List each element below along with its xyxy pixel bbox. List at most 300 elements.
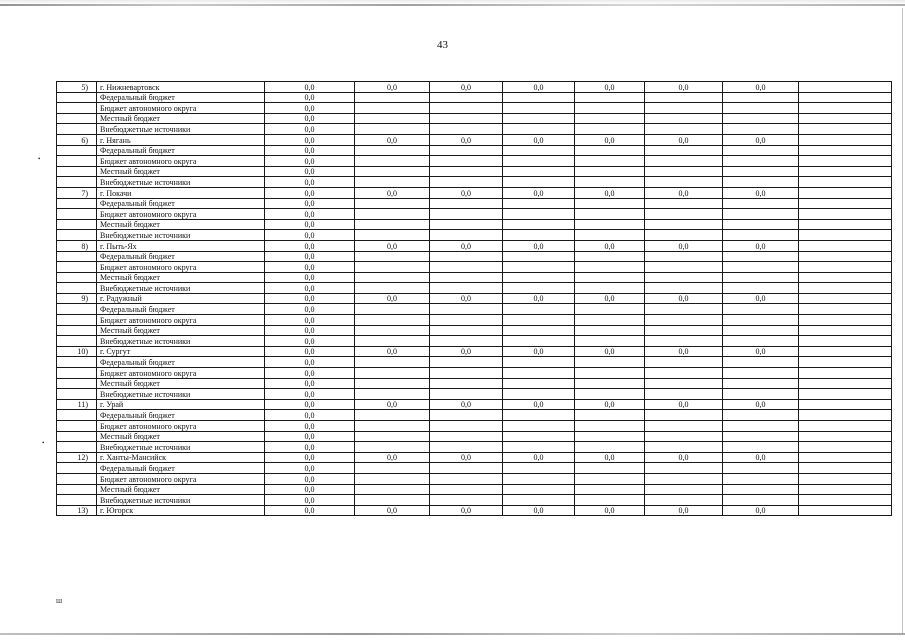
row-number-cell (57, 389, 97, 400)
empty-cell (575, 463, 645, 474)
value-cell: 0,0 (265, 166, 355, 177)
row-number-cell (57, 336, 97, 347)
budget-table (56, 81, 892, 516)
empty-cell (355, 156, 430, 167)
row-number-cell (57, 410, 97, 421)
empty-cell (799, 177, 892, 188)
table-row-funding-source (57, 124, 892, 135)
table-row-funding-source (57, 389, 892, 400)
empty-cell (503, 315, 575, 326)
value-cell: 0,0 (430, 293, 503, 304)
page-number: 43 (437, 39, 448, 51)
empty-cell (575, 336, 645, 347)
table-row-funding-source (57, 325, 892, 336)
empty-cell (723, 442, 799, 453)
row-name-cell: Местный бюджет (97, 166, 265, 177)
value-cell: 0,0 (265, 251, 355, 262)
row-name-cell: Бюджет автономного округа (97, 315, 265, 326)
row-name-cell: г. Радужный (97, 293, 265, 304)
empty-cell (723, 272, 799, 283)
value-cell: 0,0 (503, 82, 575, 93)
empty-cell (799, 357, 892, 368)
row-name-cell: Внебюджетные источники (97, 389, 265, 400)
row-name-cell: г. Покачи (97, 187, 265, 198)
empty-cell (799, 431, 892, 442)
value-cell: 0,0 (430, 134, 503, 145)
value-cell: 0,0 (355, 240, 430, 251)
empty-cell (799, 399, 892, 410)
empty-cell (430, 368, 503, 379)
empty-cell (575, 156, 645, 167)
row-number-cell (57, 442, 97, 453)
value-cell: 0,0 (265, 442, 355, 453)
empty-cell (355, 283, 430, 294)
empty-cell (355, 177, 430, 188)
table-row-funding-source (57, 315, 892, 326)
empty-cell (503, 124, 575, 135)
row-name-cell: Федеральный бюджет (97, 304, 265, 315)
empty-cell (575, 389, 645, 400)
empty-cell (575, 124, 645, 135)
row-number-cell: 11) (57, 399, 97, 410)
empty-cell (503, 230, 575, 241)
empty-cell (430, 156, 503, 167)
empty-cell (503, 357, 575, 368)
value-cell: 0,0 (430, 505, 503, 516)
table-row-funding-source (57, 442, 892, 453)
empty-cell (503, 209, 575, 220)
scan-speck: • (38, 155, 41, 163)
row-name-cell: Бюджет автономного округа (97, 421, 265, 432)
empty-cell (645, 336, 723, 347)
value-cell: 0,0 (575, 134, 645, 145)
empty-cell (503, 421, 575, 432)
table-row-municipality (57, 134, 892, 145)
row-name-cell: Внебюджетные источники (97, 283, 265, 294)
value-cell: 0,0 (265, 82, 355, 93)
table-row-funding-source (57, 198, 892, 209)
empty-cell (645, 177, 723, 188)
table-row-funding-source (57, 219, 892, 230)
empty-cell (355, 378, 430, 389)
value-cell: 0,0 (265, 283, 355, 294)
empty-cell (645, 389, 723, 400)
empty-cell (430, 145, 503, 156)
value-cell: 0,0 (265, 272, 355, 283)
value-cell: 0,0 (575, 293, 645, 304)
empty-cell (799, 198, 892, 209)
empty-cell (799, 82, 892, 93)
empty-cell (355, 113, 430, 124)
value-cell: 0,0 (265, 124, 355, 135)
empty-cell (645, 368, 723, 379)
empty-cell (645, 124, 723, 135)
row-number-cell (57, 113, 97, 124)
empty-cell (645, 421, 723, 432)
value-cell: 0,0 (575, 452, 645, 463)
empty-cell (503, 198, 575, 209)
value-cell: 0,0 (503, 452, 575, 463)
row-name-cell: Федеральный бюджет (97, 92, 265, 103)
value-cell: 0,0 (265, 304, 355, 315)
empty-cell (799, 484, 892, 495)
empty-cell (430, 124, 503, 135)
value-cell: 0,0 (355, 293, 430, 304)
table-row-funding-source (57, 103, 892, 114)
empty-cell (430, 262, 503, 273)
empty-cell (355, 251, 430, 262)
empty-cell (430, 442, 503, 453)
table-row-funding-source (57, 166, 892, 177)
empty-cell (503, 113, 575, 124)
empty-cell (575, 442, 645, 453)
table-row-funding-source (57, 156, 892, 167)
empty-cell (575, 315, 645, 326)
value-cell: 0,0 (575, 187, 645, 198)
value-cell: 0,0 (575, 399, 645, 410)
value-cell: 0,0 (645, 240, 723, 251)
empty-cell (355, 304, 430, 315)
empty-cell (799, 410, 892, 421)
empty-cell (723, 251, 799, 262)
empty-cell (355, 473, 430, 484)
row-name-cell: Бюджет автономного округа (97, 209, 265, 220)
value-cell: 0,0 (265, 431, 355, 442)
empty-cell (799, 336, 892, 347)
empty-cell (355, 463, 430, 474)
scan-edge-top (0, 4, 905, 6)
empty-cell (430, 410, 503, 421)
empty-cell (723, 166, 799, 177)
value-cell: 0,0 (430, 187, 503, 198)
table-row-funding-source (57, 251, 892, 262)
empty-cell (575, 209, 645, 220)
empty-cell (355, 325, 430, 336)
row-number-cell (57, 219, 97, 230)
empty-cell (723, 304, 799, 315)
empty-cell (645, 484, 723, 495)
table-row-funding-source (57, 177, 892, 188)
empty-cell (799, 378, 892, 389)
value-cell: 0,0 (503, 505, 575, 516)
empty-cell (355, 92, 430, 103)
empty-cell (799, 315, 892, 326)
value-cell: 0,0 (265, 209, 355, 220)
table-row-funding-source (57, 473, 892, 484)
value-cell: 0,0 (355, 82, 430, 93)
table-row-funding-source (57, 378, 892, 389)
row-name-cell: Федеральный бюджет (97, 357, 265, 368)
value-cell: 0,0 (645, 293, 723, 304)
row-number-cell (57, 378, 97, 389)
empty-cell (645, 283, 723, 294)
table-row-municipality (57, 82, 892, 93)
empty-cell (799, 421, 892, 432)
empty-cell (723, 473, 799, 484)
empty-cell (645, 219, 723, 230)
value-cell: 0,0 (503, 346, 575, 357)
empty-cell (799, 495, 892, 506)
value-cell: 0,0 (430, 82, 503, 93)
value-cell: 0,0 (265, 145, 355, 156)
empty-cell (723, 495, 799, 506)
row-name-cell: Внебюджетные источники (97, 442, 265, 453)
empty-cell (645, 495, 723, 506)
row-number-cell (57, 495, 97, 506)
row-name-cell: Местный бюджет (97, 219, 265, 230)
empty-cell (799, 272, 892, 283)
empty-cell (723, 113, 799, 124)
row-name-cell: Внебюджетные источники (97, 177, 265, 188)
row-number-cell (57, 473, 97, 484)
value-cell: 0,0 (265, 484, 355, 495)
empty-cell (355, 368, 430, 379)
footer-mark: ш (56, 596, 63, 605)
empty-cell (575, 421, 645, 432)
empty-cell (723, 431, 799, 442)
value-cell: 0,0 (503, 187, 575, 198)
empty-cell (575, 177, 645, 188)
row-number-cell: 9) (57, 293, 97, 304)
empty-cell (503, 262, 575, 273)
empty-cell (430, 336, 503, 347)
row-name-cell: Федеральный бюджет (97, 410, 265, 421)
empty-cell (575, 473, 645, 484)
row-name-cell: Местный бюджет (97, 378, 265, 389)
empty-cell (430, 357, 503, 368)
empty-cell (723, 92, 799, 103)
row-number-cell: 8) (57, 240, 97, 251)
empty-cell (799, 240, 892, 251)
empty-cell (355, 272, 430, 283)
row-number-cell (57, 283, 97, 294)
value-cell: 0,0 (355, 452, 430, 463)
empty-cell (575, 283, 645, 294)
empty-cell (430, 177, 503, 188)
value-cell: 0,0 (723, 82, 799, 93)
empty-cell (645, 92, 723, 103)
row-number-cell (57, 145, 97, 156)
row-name-cell: Федеральный бюджет (97, 145, 265, 156)
empty-cell (723, 325, 799, 336)
row-number-cell (57, 251, 97, 262)
table-row-municipality (57, 187, 892, 198)
empty-cell (723, 103, 799, 114)
empty-cell (430, 304, 503, 315)
value-cell: 0,0 (265, 187, 355, 198)
empty-cell (430, 219, 503, 230)
empty-cell (575, 251, 645, 262)
empty-cell (799, 187, 892, 198)
table-row-funding-source (57, 463, 892, 474)
row-name-cell: Бюджет автономного округа (97, 103, 265, 114)
empty-cell (799, 452, 892, 463)
value-cell: 0,0 (355, 505, 430, 516)
row-name-cell: Бюджет автономного округа (97, 262, 265, 273)
empty-cell (723, 177, 799, 188)
empty-cell (355, 336, 430, 347)
value-cell: 0,0 (430, 399, 503, 410)
row-number-cell (57, 463, 97, 474)
empty-cell (645, 473, 723, 484)
table-row-municipality (57, 399, 892, 410)
empty-cell (799, 92, 892, 103)
empty-cell (503, 145, 575, 156)
row-number-cell: 10) (57, 346, 97, 357)
empty-cell (575, 230, 645, 241)
row-name-cell: г. Урай (97, 399, 265, 410)
empty-cell (503, 103, 575, 114)
row-name-cell: г. Ханты-Мансийск (97, 452, 265, 463)
table-row-funding-source (57, 431, 892, 442)
empty-cell (799, 230, 892, 241)
empty-cell (430, 315, 503, 326)
budget-table-container (56, 81, 891, 516)
table-row-funding-source (57, 92, 892, 103)
empty-cell (799, 262, 892, 273)
value-cell: 0,0 (265, 421, 355, 432)
value-cell: 0,0 (265, 230, 355, 241)
value-cell: 0,0 (265, 293, 355, 304)
value-cell: 0,0 (265, 399, 355, 410)
empty-cell (503, 389, 575, 400)
table-row-municipality (57, 240, 892, 251)
empty-cell (799, 368, 892, 379)
value-cell: 0,0 (265, 495, 355, 506)
row-number-cell (57, 272, 97, 283)
empty-cell (723, 484, 799, 495)
empty-cell (355, 209, 430, 220)
empty-cell (799, 166, 892, 177)
empty-cell (723, 283, 799, 294)
value-cell: 0,0 (723, 240, 799, 251)
empty-cell (575, 325, 645, 336)
value-cell: 0,0 (430, 452, 503, 463)
empty-cell (503, 325, 575, 336)
value-cell: 0,0 (265, 505, 355, 516)
empty-cell (430, 166, 503, 177)
table-row-funding-source (57, 368, 892, 379)
empty-cell (645, 156, 723, 167)
empty-cell (645, 410, 723, 421)
value-cell: 0,0 (265, 156, 355, 167)
value-cell: 0,0 (355, 134, 430, 145)
empty-cell (799, 251, 892, 262)
row-number-cell: 12) (57, 452, 97, 463)
table-row-funding-source (57, 357, 892, 368)
empty-cell (799, 473, 892, 484)
table-row-municipality (57, 505, 892, 516)
empty-cell (645, 113, 723, 124)
value-cell: 0,0 (575, 505, 645, 516)
value-cell: 0,0 (723, 346, 799, 357)
empty-cell (575, 484, 645, 495)
empty-cell (430, 103, 503, 114)
row-name-cell: Внебюджетные источники (97, 230, 265, 241)
value-cell: 0,0 (723, 134, 799, 145)
empty-cell (355, 219, 430, 230)
empty-cell (723, 230, 799, 241)
empty-cell (355, 315, 430, 326)
empty-cell (799, 283, 892, 294)
empty-cell (799, 145, 892, 156)
row-name-cell: Внебюджетные источники (97, 495, 265, 506)
value-cell: 0,0 (265, 410, 355, 421)
empty-cell (575, 262, 645, 273)
empty-cell (799, 113, 892, 124)
empty-cell (723, 463, 799, 474)
empty-cell (575, 272, 645, 283)
empty-cell (723, 410, 799, 421)
table-row-municipality (57, 452, 892, 463)
empty-cell (430, 431, 503, 442)
row-name-cell: г. Сургут (97, 346, 265, 357)
value-cell: 0,0 (265, 198, 355, 209)
value-cell: 0,0 (265, 103, 355, 114)
empty-cell (430, 378, 503, 389)
row-number-cell: 7) (57, 187, 97, 198)
value-cell: 0,0 (575, 346, 645, 357)
empty-cell (355, 198, 430, 209)
empty-cell (645, 230, 723, 241)
value-cell: 0,0 (265, 336, 355, 347)
value-cell: 0,0 (355, 399, 430, 410)
row-number-cell: 5) (57, 82, 97, 93)
empty-cell (575, 304, 645, 315)
empty-cell (799, 304, 892, 315)
row-number-cell (57, 357, 97, 368)
empty-cell (799, 463, 892, 474)
row-number-cell: 13) (57, 505, 97, 516)
empty-cell (723, 368, 799, 379)
row-number-cell (57, 304, 97, 315)
empty-cell (503, 336, 575, 347)
table-row-funding-source (57, 421, 892, 432)
empty-cell (575, 357, 645, 368)
empty-cell (645, 166, 723, 177)
value-cell: 0,0 (430, 346, 503, 357)
empty-cell (355, 166, 430, 177)
empty-cell (503, 484, 575, 495)
row-name-cell: Бюджет автономного округа (97, 368, 265, 379)
empty-cell (355, 421, 430, 432)
empty-cell (430, 113, 503, 124)
row-name-cell: Бюджет автономного округа (97, 473, 265, 484)
table-row-funding-source (57, 336, 892, 347)
value-cell: 0,0 (575, 240, 645, 251)
empty-cell (503, 442, 575, 453)
row-number-cell (57, 421, 97, 432)
row-name-cell: Местный бюджет (97, 272, 265, 283)
empty-cell (503, 156, 575, 167)
empty-cell (430, 230, 503, 241)
row-name-cell: Местный бюджет (97, 431, 265, 442)
empty-cell (503, 495, 575, 506)
empty-cell (430, 463, 503, 474)
row-number-cell (57, 315, 97, 326)
empty-cell (645, 315, 723, 326)
value-cell: 0,0 (265, 240, 355, 251)
row-name-cell: г. Нягань (97, 134, 265, 145)
value-cell: 0,0 (265, 368, 355, 379)
value-cell: 0,0 (645, 82, 723, 93)
empty-cell (430, 251, 503, 262)
budget-table-body (57, 82, 892, 516)
empty-cell (503, 410, 575, 421)
empty-cell (430, 495, 503, 506)
row-name-cell: Федеральный бюджет (97, 251, 265, 262)
empty-cell (503, 219, 575, 230)
